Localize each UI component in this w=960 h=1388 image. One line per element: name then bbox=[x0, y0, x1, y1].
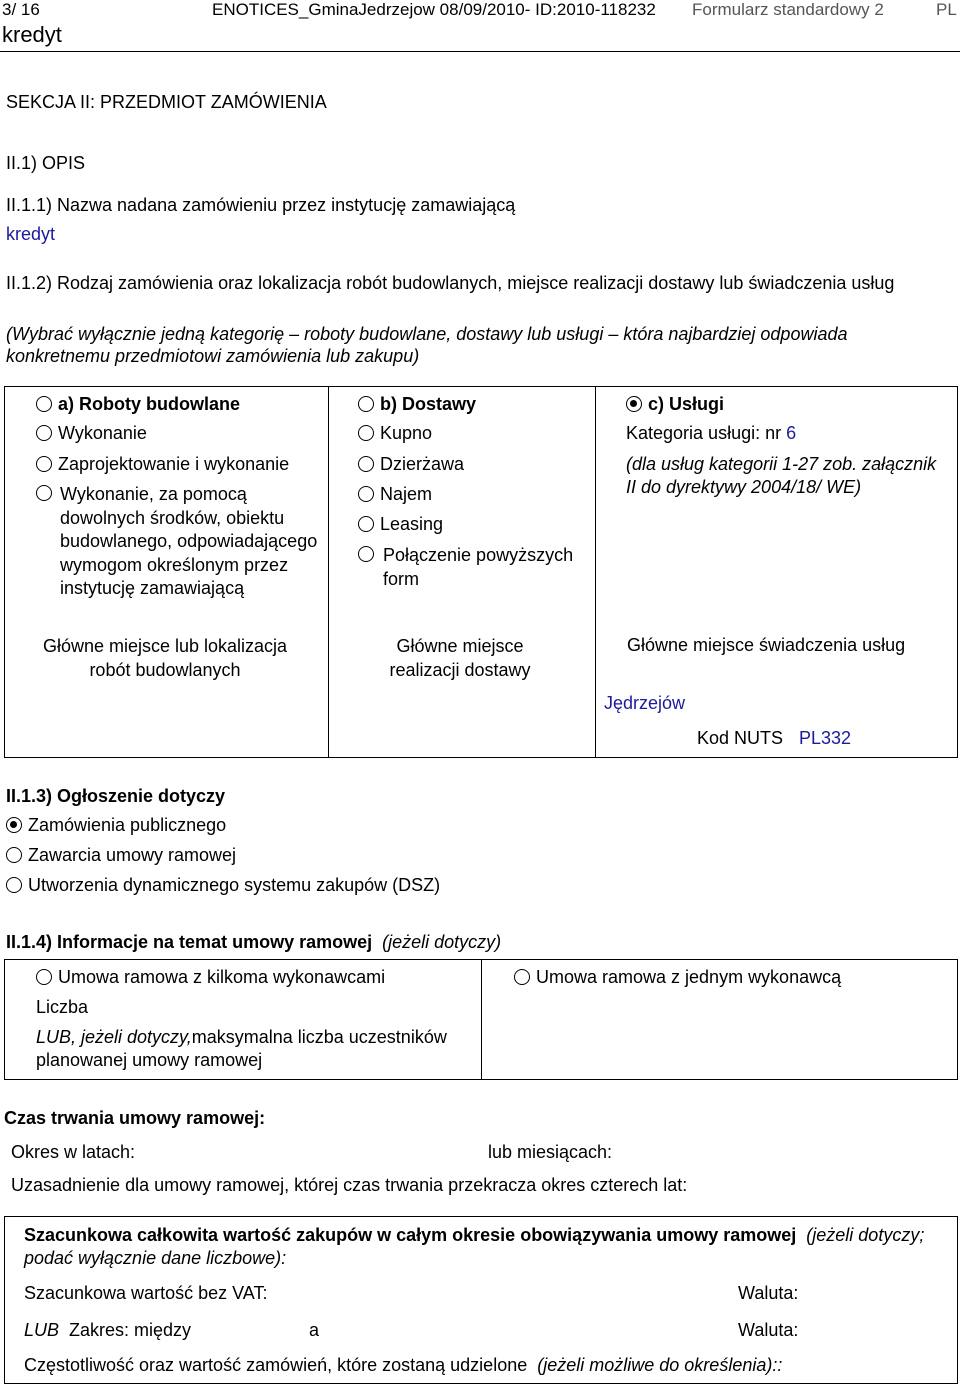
service-category bbox=[626, 423, 796, 444]
notice-id: ENOTICES_GminaJedrzejow 08/09/2010- ID:2010-118232 bbox=[212, 0, 656, 19]
services-place-label: Główne miejsce świadczenia usług bbox=[627, 635, 906, 655]
estimate-range-prefix: LUB bbox=[24, 1320, 60, 1340]
works-radio[interactable] bbox=[36, 396, 52, 412]
estimate-title-text: Szacunkowa całkowita wartość zakupów w całym okresie obowiązywania umowy ramowej bbox=[24, 1225, 797, 1245]
header-title: kredyt bbox=[2, 22, 62, 47]
works-option[interactable] bbox=[36, 483, 58, 504]
services-radio-selected[interactable] bbox=[626, 396, 642, 412]
estimate-range bbox=[24, 1320, 191, 1341]
radio-icon[interactable] bbox=[358, 456, 374, 472]
duration-title: Czas trwania umowy ramowej: bbox=[4, 1108, 266, 1128]
q113-option[interactable] bbox=[6, 845, 236, 866]
radio-selected-icon[interactable] bbox=[6, 817, 22, 833]
category-divider bbox=[328, 386, 329, 758]
works-option-label: Wykonanie, za pomocą dowolnych środków, obiektu budowlanego, odpowiadającego wymogom określonym przez instytucję zamawiającą bbox=[60, 484, 318, 598]
q114-heading bbox=[6, 932, 501, 953]
supplies-option[interactable] bbox=[358, 544, 380, 565]
radio-icon[interactable] bbox=[358, 486, 374, 502]
estimate-range-label: Zakres: między bbox=[69, 1320, 192, 1340]
q114-label: II.1.4) Informacje na temat umowy ramowej bbox=[6, 932, 373, 952]
q113-option[interactable] bbox=[6, 875, 440, 896]
supplies-option[interactable] bbox=[358, 484, 432, 505]
services-title: c) Usługi bbox=[648, 394, 725, 414]
supplies-option[interactable] bbox=[358, 423, 432, 444]
supplies-option-label: Połączenie powyższych form bbox=[383, 545, 574, 589]
radio-icon[interactable] bbox=[358, 516, 374, 532]
works-option-label: Zaprojektowanie i wykonanie bbox=[58, 454, 290, 474]
estimate-currency-label: Waluta: bbox=[738, 1320, 799, 1340]
works-category[interactable] bbox=[36, 394, 240, 415]
supplies-option[interactable] bbox=[358, 514, 443, 535]
estimate-currency-label: Waluta: bbox=[738, 1283, 799, 1303]
q113-option-label: Zawarcia umowy ramowej bbox=[28, 845, 237, 865]
supplies-title: b) Dostawy bbox=[380, 394, 477, 414]
supplies-option-label: Leasing bbox=[380, 514, 444, 534]
radio-icon[interactable] bbox=[36, 425, 52, 441]
framework-max bbox=[36, 1026, 476, 1072]
framework-single[interactable] bbox=[514, 967, 841, 988]
form-name: Formularz standardowy 2 bbox=[692, 0, 884, 19]
framework-max-prefix: LUB, jeżeli dotyczy, bbox=[36, 1027, 192, 1047]
services-place-value: Jędrzejów bbox=[604, 693, 686, 713]
q112-label: II.1.2) Rodzaj zamówienia oraz lokalizacja robót budowlanych, miejsce realizacji dostawy lub świadczenia usług bbox=[6, 273, 895, 293]
framework-divider bbox=[481, 959, 482, 1080]
category-divider bbox=[595, 386, 596, 758]
estimate-frequency-text: Częstotliwość oraz wartość zamówień, które zostaną udzielone bbox=[24, 1355, 528, 1375]
q113-option-label: Utworzenia dynamicznego systemu zakupów (DSZ) bbox=[28, 875, 441, 895]
section-title: SEKCJA II: PRZEDMIOT ZAMÓWIENIA bbox=[6, 92, 327, 112]
framework-single-label: Umowa ramowa z jednym wykonawcą bbox=[536, 967, 842, 987]
q111-value: kredyt bbox=[6, 224, 56, 244]
radio-icon[interactable] bbox=[36, 969, 52, 985]
duration-years: Okres w latach: bbox=[11, 1142, 136, 1162]
framework-max-text: maksymalna liczba uczestników planowanej umowy ramowej bbox=[36, 1027, 447, 1070]
service-category-value: 6 bbox=[786, 423, 797, 443]
framework-multi[interactable] bbox=[36, 967, 385, 988]
works-option-label: Wykonanie bbox=[58, 423, 147, 443]
estimate-range-and: a bbox=[309, 1320, 320, 1340]
works-place-label: Główne miejsce lub lokalizacja robót budowlanych bbox=[42, 636, 288, 680]
works-option[interactable] bbox=[36, 454, 289, 475]
radio-icon[interactable] bbox=[358, 425, 374, 441]
service-category-label: Kategoria usługi: nr bbox=[626, 423, 782, 443]
supplies-category[interactable] bbox=[358, 394, 476, 415]
supplies-option[interactable] bbox=[358, 454, 464, 475]
q113-label: II.1.3) Ogłoszenie dotyczy bbox=[6, 786, 226, 806]
estimate-title bbox=[24, 1224, 944, 1270]
radio-icon[interactable] bbox=[358, 546, 374, 562]
duration-justification: Uzasadnienie dla umowy ramowej, której czas trwania przekracza okres czterech lat: bbox=[11, 1175, 688, 1195]
supplies-option-label: Dzierżawa bbox=[380, 454, 465, 474]
form-language: PL bbox=[936, 0, 957, 19]
duration-months: lub miesiącach: bbox=[488, 1142, 613, 1162]
radio-icon[interactable] bbox=[6, 877, 22, 893]
radio-icon[interactable] bbox=[36, 456, 52, 472]
estimate-title-note: (jeżeli dotyczy; podać wyłącznie dane liczbowe): bbox=[24, 1225, 925, 1268]
nuts-label: Kod NUTS bbox=[697, 728, 784, 748]
supplies-radio[interactable] bbox=[358, 396, 374, 412]
q114-note: (jeżeli dotyczy) bbox=[382, 932, 502, 952]
framework-multi-label: Umowa ramowa z kilkoma wykonawcami bbox=[58, 967, 386, 987]
page-number: 3/ 16 bbox=[2, 0, 40, 19]
radio-icon[interactable] bbox=[6, 847, 22, 863]
framework-count-label: Liczba bbox=[36, 997, 89, 1017]
estimate-frequency-note: (jeżeli możliwe do określenia):: bbox=[537, 1355, 783, 1375]
q111-label: II.1.1) Nazwa nadana zamówieniu przez instytucję zamawiającą bbox=[6, 195, 516, 215]
estimate-frequency bbox=[24, 1355, 782, 1376]
header-divider bbox=[0, 51, 960, 52]
radio-icon[interactable] bbox=[36, 485, 52, 501]
supplies-option-label: Kupno bbox=[380, 423, 433, 443]
service-category-note: (dla usług kategorii 1-27 zob. załącznik II do dyrektywy 2004/18/ WE) bbox=[626, 454, 937, 497]
q113-option[interactable] bbox=[6, 815, 226, 836]
works-option[interactable] bbox=[36, 423, 147, 444]
section-opis: II.1) OPIS bbox=[6, 153, 86, 173]
services-category[interactable] bbox=[626, 394, 724, 415]
estimate-value-label: Szacunkowa wartość bez VAT: bbox=[24, 1283, 268, 1303]
q112-note: (Wybrać wyłącznie jedną kategorię – roboty budowlane, dostawy lub usługi – która najbardziej odpowiada konkretnemu przedmiotowi zamówienia lub zakupu) bbox=[6, 324, 848, 366]
supplies-place-label: Główne miejsce realizacji dostawy bbox=[389, 636, 531, 680]
nuts-value: PL332 bbox=[799, 728, 852, 748]
supplies-option-label: Najem bbox=[380, 484, 433, 504]
works-title: a) Roboty budowlane bbox=[58, 394, 240, 414]
q113-option-label: Zamówienia publicznego bbox=[28, 815, 227, 835]
radio-icon[interactable] bbox=[514, 969, 530, 985]
